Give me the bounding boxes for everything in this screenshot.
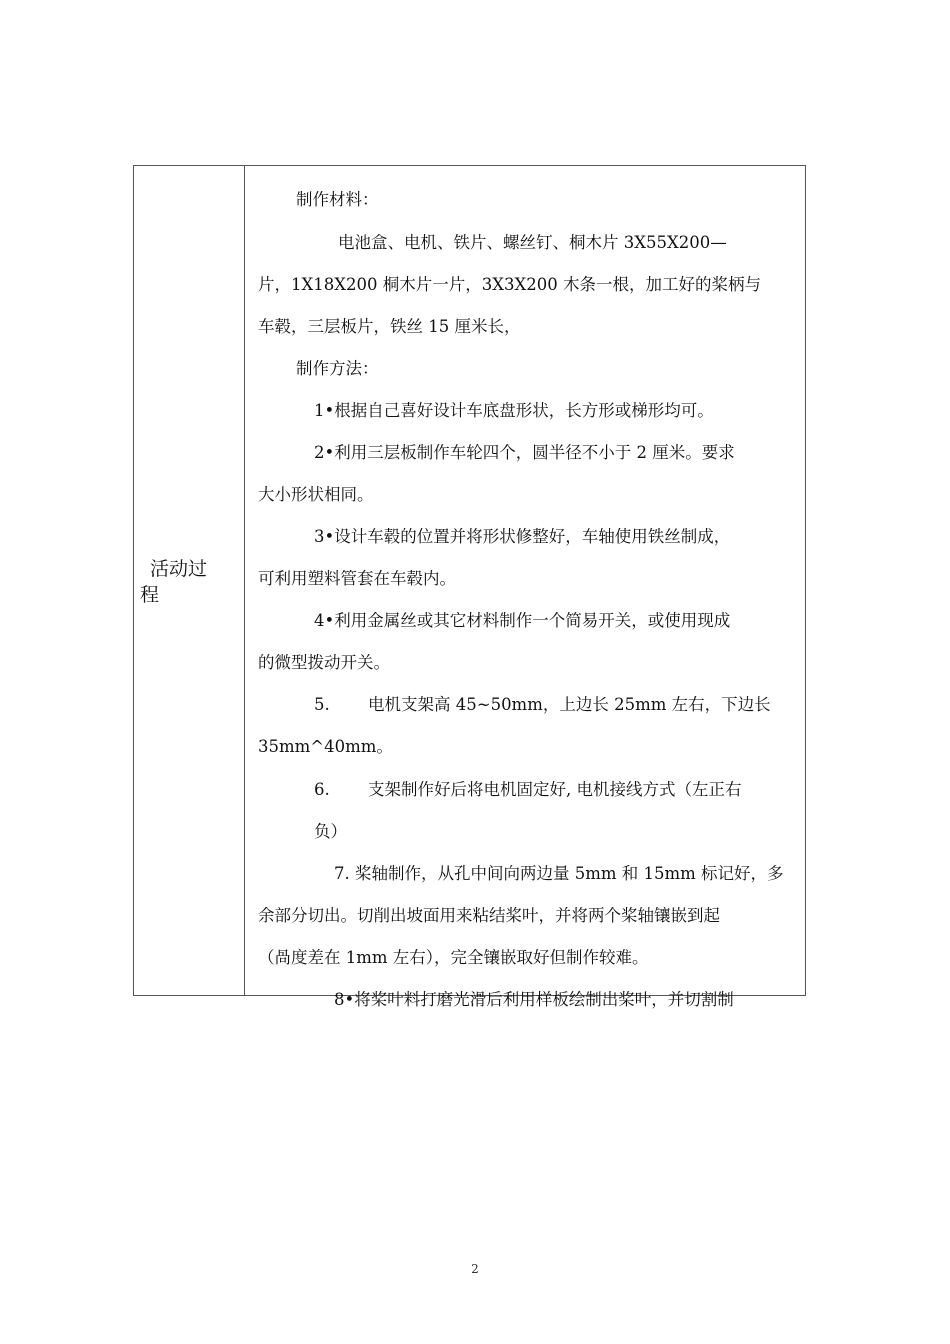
step-6-line-1: 支架制作好后将电机固定好, 电机接线方式（左正右 <box>368 780 742 799</box>
step-4-line-2: 的微型拨动开关。 <box>258 653 390 672</box>
step-3-line-2: 可利用塑料管套在车毂内。 <box>258 569 456 588</box>
step-5-line-1: 电机支架高 45~50mm，上边长 25mm 左右，下边长 <box>368 695 771 714</box>
step-8-line-1: 8•将桨叶料打磨光滑后利用样板绘制出桨叶，并切割制 <box>334 990 734 1009</box>
step-2-line-1: 2•利用三层板制作车轮四个，圆半径不小于 2 厘米。要求 <box>314 443 735 462</box>
label-line-2: 程 <box>140 584 160 606</box>
step-5-number: 5. <box>314 695 330 714</box>
step-6-line-2: 负） <box>314 822 347 841</box>
materials-line-2: 片，1X18X200 桐木片一片，3X3X200 木条一根，加工好的桨柄与 <box>258 275 761 294</box>
activity-label-cell <box>140 556 240 608</box>
activity-content-cell <box>258 174 798 1009</box>
materials-title: 制作材料： <box>296 190 379 209</box>
step-4-line-1: 4•利用金属丝或其它材料制作一个简易开关，或使用现成 <box>314 611 731 630</box>
step-3-line-1: 3•设计车毂的位置并将形状修整好，车轴使用铁丝制成， <box>314 527 731 546</box>
materials-line-1: 电池盒、电机、铁片、螺丝钉、桐木片 3X55X200— <box>338 233 727 252</box>
label-line-1: 活动过 <box>150 558 208 580</box>
column-divider <box>244 166 245 995</box>
method-title: 制作方法： <box>296 359 379 378</box>
step-2-line-2: 大小形状相同。 <box>258 485 374 504</box>
step-6-number: 6. <box>314 780 330 799</box>
step-7-line-3: （咼度差在 1mm 左右），完全镶嵌取好但制作较难。 <box>258 948 649 967</box>
activity-table <box>133 165 806 1009</box>
step-1: 1•根据自己喜好设计车底盘形状，长方形或梯形均可。 <box>314 401 714 420</box>
step-7-line-1: 7. 桨轴制作，从孔中间向两边量 5mm 和 15mm 标记好，多 <box>334 864 784 883</box>
materials-line-3: 车毂，三层板片，铁丝 15 厘米长， <box>258 317 521 336</box>
step-7-line-2: 余部分切出。切削出坡面用来粘结桨叶，并将两个桨轴镶嵌到起 <box>258 906 720 925</box>
step-5-line-2: 35mm^40mm。 <box>258 737 393 756</box>
page-number: 2 <box>471 1262 479 1276</box>
